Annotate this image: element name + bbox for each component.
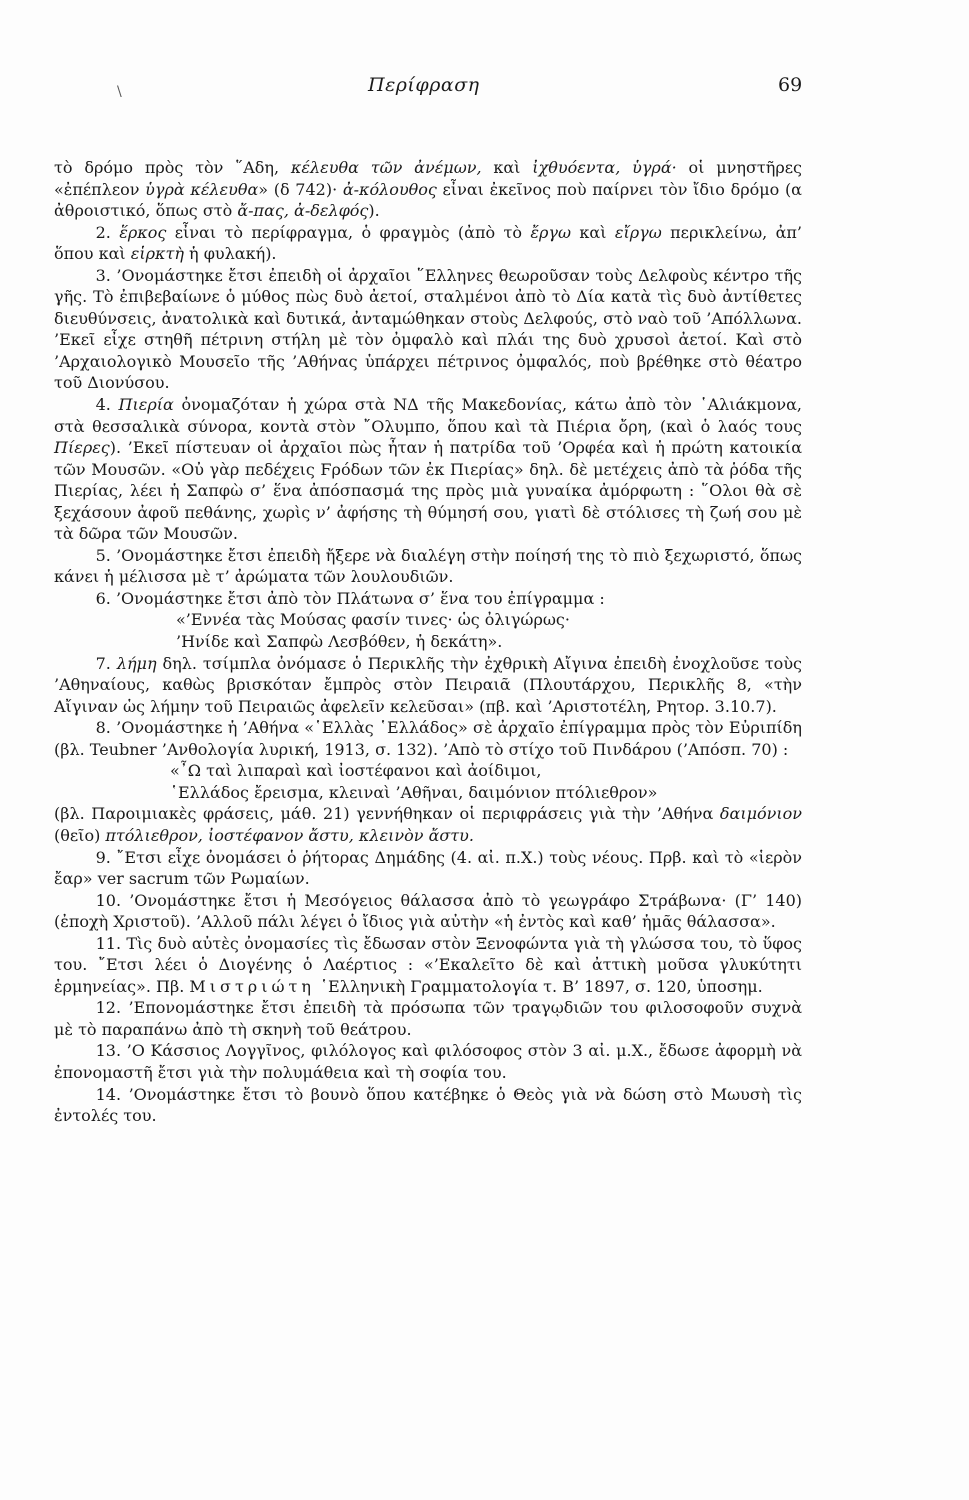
- italic-term: ὑγρὰ κέλευθα: [145, 179, 259, 199]
- page-number: 69: [778, 74, 803, 96]
- text-run: » (δ 742)·: [258, 179, 343, 199]
- notes-text-block: [54, 157, 802, 1127]
- text-run: 10. ’Ονομάστηκε ἔτσι ἡ Μεσόγειος θάλασσα ἀπὸ τὸ γεωγράφο Στράβωνα· (Γ’ 140) (ἐποχὴ Χριστοῦ). ’Αλλοῦ πάλι λέγει ὁ ἴδιος γιὰ αὐτὴν «ἡ ἐντὸς καὶ καθ’ ἡμᾶς θάλασσα».: [54, 890, 802, 932]
- italic-term: Πίερες: [54, 438, 110, 458]
- text-run: 7.: [95, 653, 117, 673]
- footnote-paragraph: [54, 265, 802, 394]
- text-run: ).: [368, 201, 380, 221]
- text-run: τὸ δρόμο πρὸς τὸν ῞Αδη,: [54, 158, 291, 177]
- text-run: ῾Ελληνικὴ Γραμματολογία τ. Β’ 1897, σ. 120, ὑποσημ.: [314, 976, 763, 996]
- footnote-paragraph: [54, 157, 802, 222]
- text-run: «’Εννέα τὰς Μούσας φασίν τινες· ὡς ὀλιγώρως·: [176, 610, 570, 630]
- footnote-paragraph: [54, 803, 802, 846]
- verse-line: [54, 631, 802, 653]
- footnote-paragraph: [54, 847, 802, 890]
- text-run: οἱ μνηστῆρες «ἐπέπλεον: [54, 158, 803, 199]
- running-header: [0, 74, 969, 104]
- verse-line: [54, 760, 802, 782]
- text-run: 9. ῎Ετσι εἶχε ὀνομάσει ὁ ῥήτορας Δημάδης (4. αἰ. π.Χ.) τοὺς νέους. Πρβ. καὶ τὸ «ἱερὸν ἔαρ» ver sacrum τῶν Ρωμαίων.: [54, 847, 802, 889]
- verse-line: [54, 609, 802, 631]
- text-run: 3. ’Ονομάστηκε ἔτσι ἐπειδὴ οἱ ἀρχαῖοι ῞Ελληνες θεωροῦσαν τοὺς Δελφοὺς κέντρο τῆς γῆς. Τὸ ἐπιβεβαίωνε ὁ μύθος πὼς δυὸ ἀετοί, σταλμένοι ἀπὸ τὸ Δία κατὰ τὶς δυὸ ἀντίθετες διευθύνσεις, ἀνατολικὰ καὶ δυτικά, ἀνταμώθηκαν στοὺς Δελφούς, στὸ ναὸ τοῦ ’Απόλλωνα. ’Εκεῖ εἶχε στηθῆ πέτρινη στήλη μὲ τὸν ὀμφαλὸ καὶ πλάι της δυὸ χρυσοὶ ἀετοί. Καὶ στὸ ’Αρχαιολογικὸ Μουσεῖο τῆς ’Αθήνας ὑπάρχει πέτρινος ὀμφαλός, ποὺ βρέθηκε στὸ θέατρο τοῦ Διονύσου.: [54, 265, 802, 393]
- text-run: 8. ’Ονομάστηκε ἡ ’Αθήνα «῾Ελλὰς ῾Ελλάδος» σὲ ἀρχαῖο ἐπίγραμμα πρὸς τὸν Εὐριπίδη (βλ. Teubner ’Ανθολογία λυρική, 1913, σ. 132). ’Απὸ τὸ στίχο τοῦ Πινδάρου (’Απόσπ. 70) :: [54, 718, 802, 759]
- footnote-paragraph: [54, 653, 802, 718]
- italic-term: λήμη: [116, 653, 157, 673]
- text-run: καὶ: [571, 222, 615, 242]
- footnote-paragraph: [54, 997, 802, 1040]
- text-run: 5. ’Ονομάστηκε ἔτσι ἐπειδὴ ἤξερε νὰ διαλέγη στὴν ποίησή της τὸ πιὸ ξεχωριστό, ὅπως κάνει ἡ μέλισσα μὲ τ’ ἀρώματα τῶν λουλουδιῶν.: [54, 545, 802, 587]
- text-run: δηλ. τσίμπλα ὀνόμασε ὁ Περικλῆς τὴν ἐχθρικὴ Αἴγινα ἐπειδὴ ἐνοχλοῦσε τοὺς ’Αθηναίους, καθὼς βρισκόταν ἔμπρὸς στὸν Πειραιᾶ (Πλουτάρχου, Περικλῆς 8, «τὴν Αἴγιναν ὡς λήμην τοῦ Πειραιῶς ἀφελεῖν κελεῦσαι» (πβ. καὶ ’Αριστοτέλη, Ρητορ. 3.10.7).: [54, 653, 803, 716]
- text-run: 12. ’Επονομάστηκε ἔτσι ἐπειδὴ τὰ πρόσωπα τῶν τραγῳδιῶν του φιλοσοφοῦν συχνὰ μὲ τὸ παραπάνω ἀπὸ τὴ σκηνὴ τοῦ θεάτρου.: [54, 998, 802, 1039]
- text-run: 4.: [95, 395, 119, 415]
- italic-term: εἱρκτὴ: [130, 244, 184, 264]
- italic-term: πτόλιεθρον, ἰοστέφανον ἄστυ, κλεινὸν ἄστυ.: [105, 825, 474, 845]
- footnote-paragraph: [54, 933, 802, 998]
- footnote-paragraph: [54, 394, 802, 545]
- footnote-paragraph: [54, 890, 802, 933]
- text-run: (θεῖο): [54, 825, 106, 845]
- italic-term: ἰχθυόεντα, ὑγρά·: [532, 158, 677, 177]
- footnote-paragraph: [54, 1040, 802, 1083]
- spaced-author-name: Μιστριώτη: [189, 976, 315, 996]
- italic-term: εἴργω: [614, 222, 662, 242]
- italic-term: Πιερία: [118, 395, 174, 415]
- text-run: 13. ’Ο Κάσσιος Λογγῖνος, φιλόλογος καὶ φιλόσοφος στὸν 3 αἰ. μ.Χ., ἔδωσε ἀφορμὴ νὰ ἐπονομαστῆ ἔτσι γιὰ τὴν πολυμάθεια καὶ τὴ σοφία του.: [54, 1041, 802, 1082]
- text-run: ὀνομαζόταν ἡ χώρα στὰ ΝΔ τῆς Μακεδονίας, κάτω ἀπὸ τὸν ῾Αλιάκμονα, στὰ θεσσαλικὰ σύνορα, κοντὰ στὸν ῎Ολυμπο, ὅπου καὶ τὰ Πιέρια ὄρη, (καὶ ὁ λαός τους: [54, 395, 802, 436]
- text-run: ). ’Εκεῖ πίστευαν οἱ ἀρχαῖοι πὼς ἦταν ἡ πατρίδα τοῦ ’Ορφέα καὶ ἡ πρώτη κατοικία τῶν Μουσῶν. «Οὐ γὰρ πεδέχεις Ϝρόδων τῶν ἐκ Πιερίας» δηλ. δὲ μετέχεις ἀπὸ τὰ ῥόδα τῆς Πιερίας, λέει ἡ Σαπφὼ σ’ ἕνα ἀπόσπασμά της πρὸς μιὰ γυναίκα ἀμόρφωτη : ῞Ολοι θὰ σὲ ξεχάσουν ἀφοῦ πεθάνης, χωρὶς ν’ ἀφήσης τὴ θύμησή σου, γιατὶ δὲ στόλισες τὴ ζωή σου μὲ τὰ δῶρα τῶν Μουσῶν.: [54, 438, 802, 544]
- text-run: ἡ φυλακή).: [183, 244, 277, 264]
- margin-mark: \: [117, 84, 122, 100]
- text-run: εἶναι τὸ περίφραγμα, ὁ φραγμὸς (ἀπὸ τὸ: [166, 222, 531, 242]
- footnote-paragraph: [54, 545, 802, 588]
- italic-term: ἔργω: [530, 222, 572, 242]
- italic-term: ἄ-πας, ἀ-δελφός: [237, 201, 369, 221]
- text-run: καὶ: [481, 158, 533, 177]
- text-run: 14. ’Ονομάστηκε ἔτσι τὸ βουνὸ ὅπου κατέβηκε ὁ Θεὸς γιὰ νὰ δώση στὸ Μωυσὴ τὶς ἐντολές του.: [54, 1084, 802, 1126]
- text-run: 11. Τὶς δυὸ αὐτὲς ὀνομασίες τὶς ἔδωσαν στὸν Ξενοφώντα γιὰ τὴ γλώσσα του, τὸ ὕφος του. ῎Ετσι λέει ὁ Διογένης ὁ Λαέρτιος : «’Εκαλεῖτο δὲ καὶ ἀττικὴ μοῦσα γλυκύτητι ἑρμηνείας». Πβ.: [54, 933, 802, 996]
- text-run: ῾Ελλάδος ἔρεισμα, κλειναὶ ’Αθῆναι, δαιμόνιον πτόλιεθρον»: [170, 782, 658, 802]
- running-title: Περίφραση: [368, 74, 480, 96]
- text-run: 2.: [95, 222, 120, 242]
- text-run: (βλ. Παροιμιακὲς φράσεις, μάθ. 21) γεννήθηκαν οἱ περιφράσεις γιὰ τὴν ’Αθήνα: [54, 804, 720, 824]
- italic-term: δαιμόνιον: [719, 804, 802, 824]
- text-run: εἶναι ἐκεῖνος ποὺ παίρνει τὸν ἴδιο δρόμο (α ἀθροιστικό, ὅπως στὸ: [54, 179, 802, 221]
- text-run: περικλείνω, ἀπ’ ὅπου καὶ: [54, 222, 803, 264]
- italic-term: ἀ-κόλουθος: [342, 179, 437, 199]
- verse-line: [54, 782, 802, 804]
- italic-term: κέλευθα τῶν ἀνέμων,: [290, 158, 482, 177]
- text-run: «῏Ω ταὶ λιπαραὶ καὶ ἰοστέφανοι καὶ ἀοίδιμοι,: [170, 761, 542, 781]
- footnote-paragraph: [54, 222, 802, 265]
- text-run: ’Ηνίδε καὶ Σαπφὼ Λεσβόθεν, ἡ δεκάτη».: [176, 632, 503, 652]
- footnote-paragraph: [54, 588, 802, 610]
- footnote-paragraph: [54, 717, 802, 760]
- text-run: 6. ’Ονομάστηκε ἔτσι ἀπὸ τὸν Πλάτωνα σ’ ἕνα του ἐπίγραμμα :: [95, 588, 605, 608]
- italic-term: ἕρκος: [119, 222, 167, 242]
- footnote-paragraph: [54, 1084, 802, 1127]
